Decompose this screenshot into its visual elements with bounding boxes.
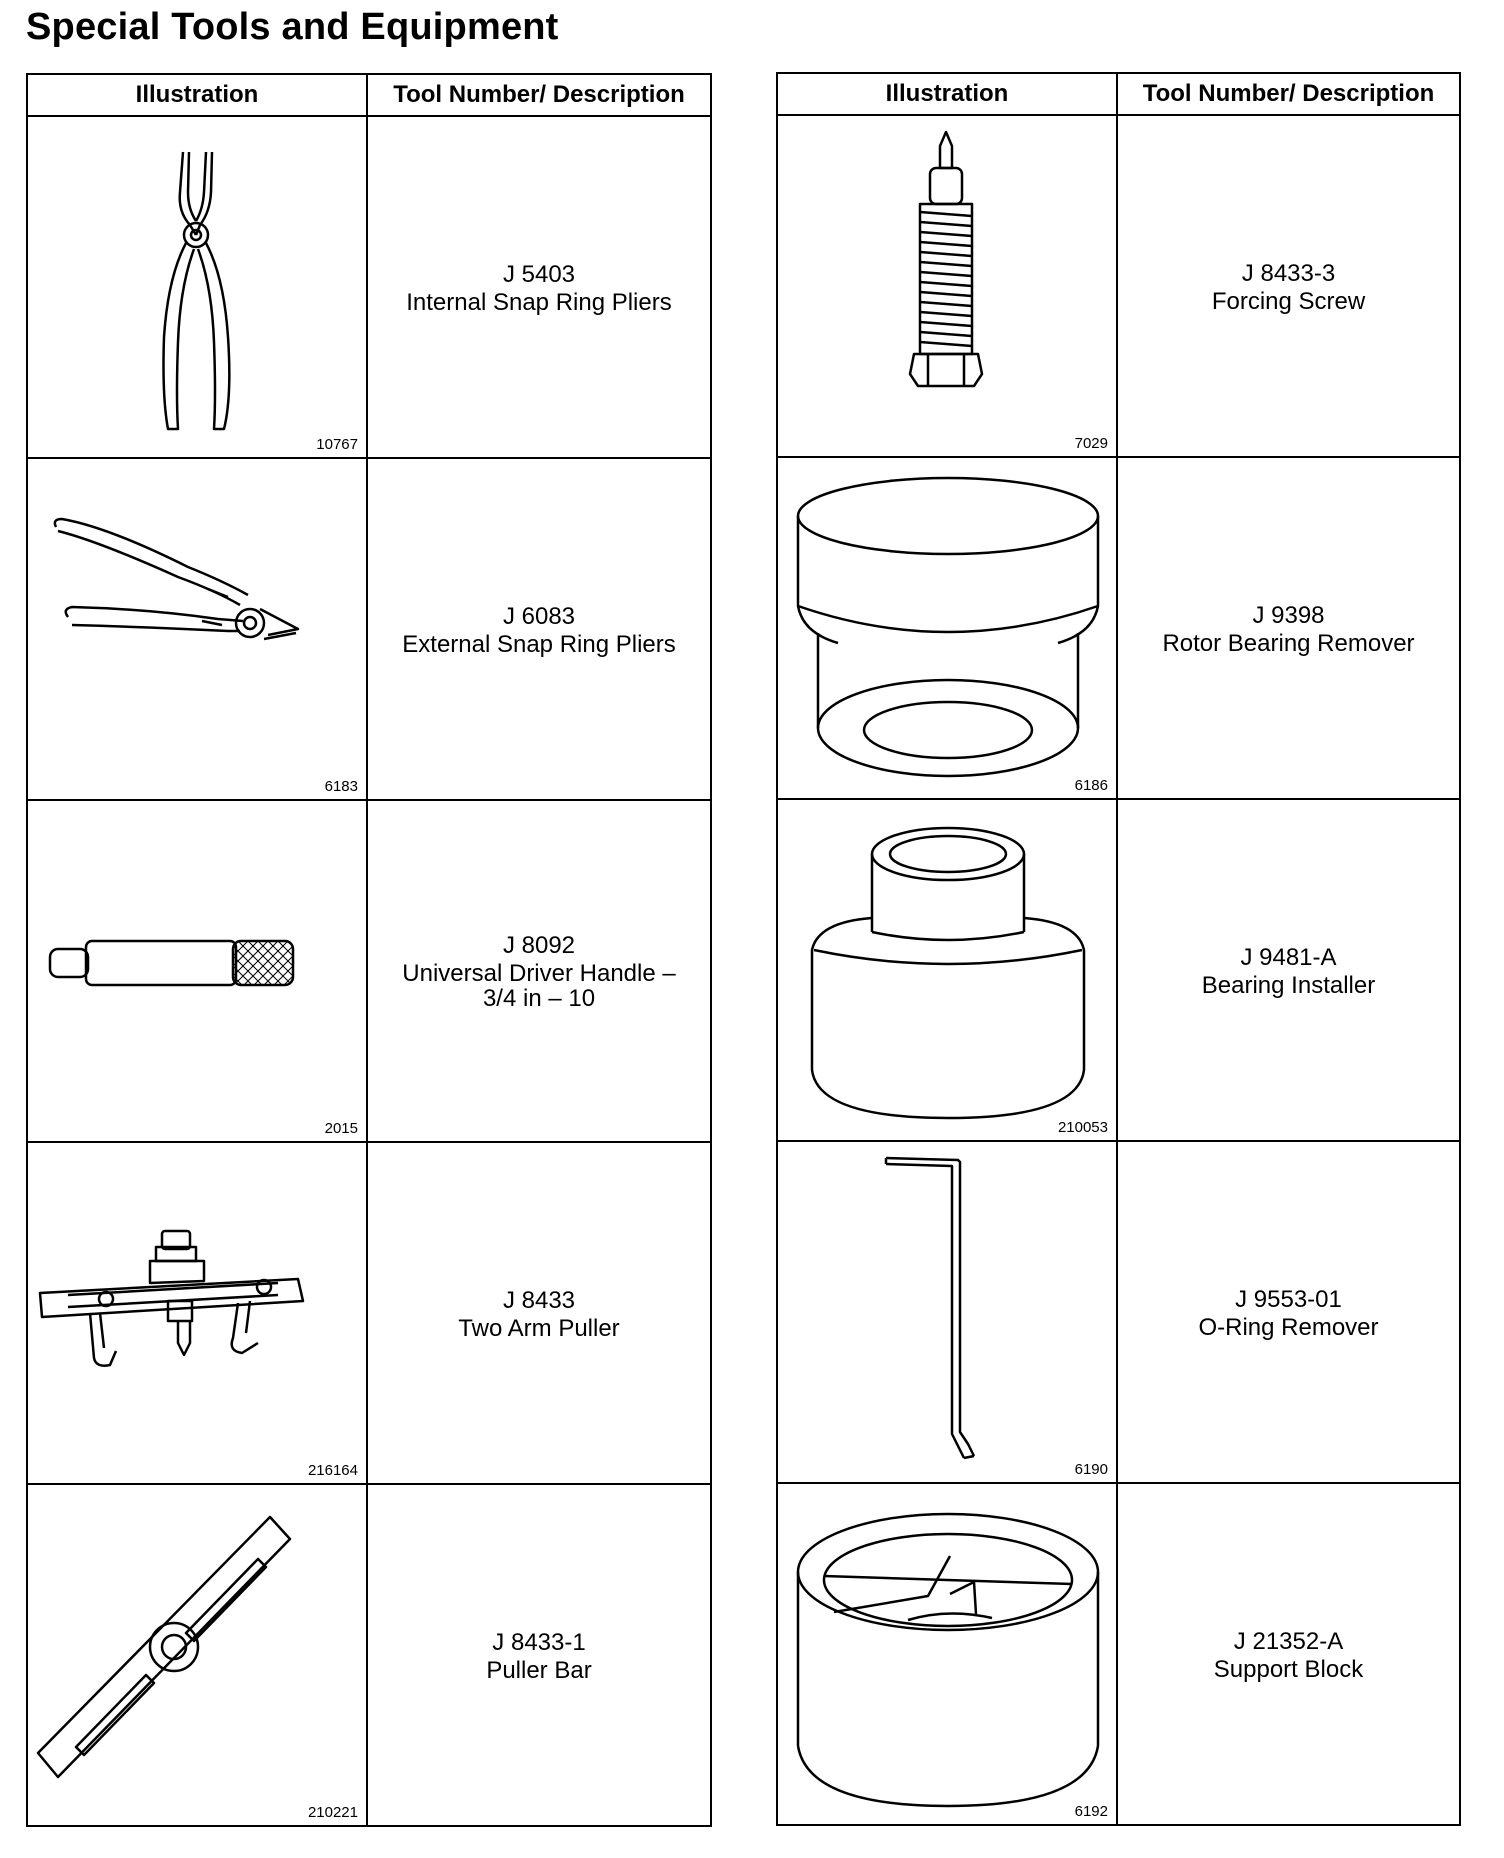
page-title: Special Tools and Equipment: [26, 6, 559, 48]
figure-number: 210053: [1057, 1119, 1108, 1136]
illustration-cell: [27, 800, 367, 1142]
table-row: [777, 115, 1460, 457]
illustration-cell: [777, 457, 1117, 799]
illustration-header: Illustration: [27, 74, 367, 116]
description-cell: [1117, 1141, 1460, 1483]
tool-description: Universal Driver Handle – 3/4 in – 10: [402, 960, 676, 1012]
tool-number: J 5403: [502, 260, 576, 288]
illustration-cell: [27, 1484, 367, 1826]
tool-description: O-Ring Remover: [1198, 1313, 1379, 1341]
figure-number: 210221: [307, 1804, 358, 1821]
table-row: [27, 458, 711, 800]
description-cell: [1117, 115, 1460, 457]
table-row: [27, 1484, 711, 1826]
figure-number: 6190: [1074, 1461, 1108, 1478]
tool-number: J 9481-A: [1240, 943, 1337, 971]
support-block-icon: [778, 1484, 1118, 1824]
illustration-cell: [777, 1141, 1117, 1483]
tool-description: Two Arm Puller: [458, 1314, 620, 1342]
table-row: [777, 1141, 1460, 1483]
tool-description: External Snap Ring Pliers: [402, 630, 676, 658]
tools-table-left: [26, 73, 712, 1827]
tool-description: Puller Bar: [486, 1656, 592, 1684]
description-cell: [367, 1484, 711, 1826]
figure-number: 6186: [1074, 777, 1108, 794]
tools-table-right: [776, 72, 1461, 1826]
description-cell: [367, 458, 711, 800]
table-row: [27, 800, 711, 1142]
illustration-cell: [27, 458, 367, 800]
figure-number: 2015: [324, 1120, 358, 1137]
tool-number: J 6083: [502, 602, 576, 630]
forcing-screw-icon: [778, 116, 1118, 456]
table-row: [27, 116, 711, 458]
description-cell: [1117, 799, 1460, 1141]
table-row: [777, 799, 1460, 1141]
table-row: [777, 1483, 1460, 1825]
tool-description: Support Block: [1213, 1655, 1364, 1683]
tool-number: J 8433: [502, 1286, 576, 1314]
rotor-bearing-remover-icon: [778, 458, 1118, 798]
tool-description: Rotor Bearing Remover: [1162, 629, 1415, 657]
description-cell: [1117, 457, 1460, 799]
illustration-cell: [777, 1483, 1117, 1825]
figure-number: 10767: [316, 436, 358, 453]
puller-bar-icon: [28, 1485, 368, 1825]
description-cell: [367, 1142, 711, 1484]
external-snap-ring-pliers-icon: [28, 459, 368, 799]
tool-number: J 21352-A: [1233, 1627, 1344, 1655]
figure-number: 6192: [1074, 1803, 1108, 1820]
illustration-header: Illustration: [777, 73, 1117, 115]
illustration-cell: [27, 1142, 367, 1484]
table-row: [27, 1142, 711, 1484]
tool-number: J 9398: [1252, 601, 1325, 629]
illustration-cell: [27, 116, 367, 458]
bearing-installer-icon: [778, 800, 1118, 1140]
driver-handle-icon: [28, 801, 368, 1141]
description-header: Tool Number/ Description: [1117, 73, 1460, 115]
two-arm-puller-icon: [28, 1143, 368, 1483]
table-header-row: [27, 74, 711, 116]
figure-number: 216164: [307, 1462, 358, 1479]
tool-description: Bearing Installer: [1201, 971, 1376, 999]
tool-number: J 8433-3: [1241, 259, 1336, 287]
figure-number: 6183: [324, 778, 358, 795]
description-cell: [1117, 1483, 1460, 1825]
o-ring-remover-icon: [778, 1142, 1118, 1482]
table-row: [777, 457, 1460, 799]
internal-snap-ring-pliers-icon: [28, 117, 368, 457]
tool-description: Internal Snap Ring Pliers: [406, 288, 672, 316]
illustration-cell: [777, 115, 1117, 457]
figure-number: 7029: [1074, 435, 1108, 452]
tool-description: Forcing Screw: [1211, 287, 1366, 315]
tool-number: J 8092: [502, 932, 576, 959]
description-header: Tool Number/ Description: [367, 74, 711, 116]
description-cell: [367, 116, 711, 458]
table-header-row: [777, 73, 1460, 115]
illustration-cell: [777, 799, 1117, 1141]
tool-number: J 8433-1: [492, 1628, 586, 1656]
description-cell: [367, 800, 711, 1142]
tool-number: J 9553-01: [1235, 1285, 1342, 1313]
